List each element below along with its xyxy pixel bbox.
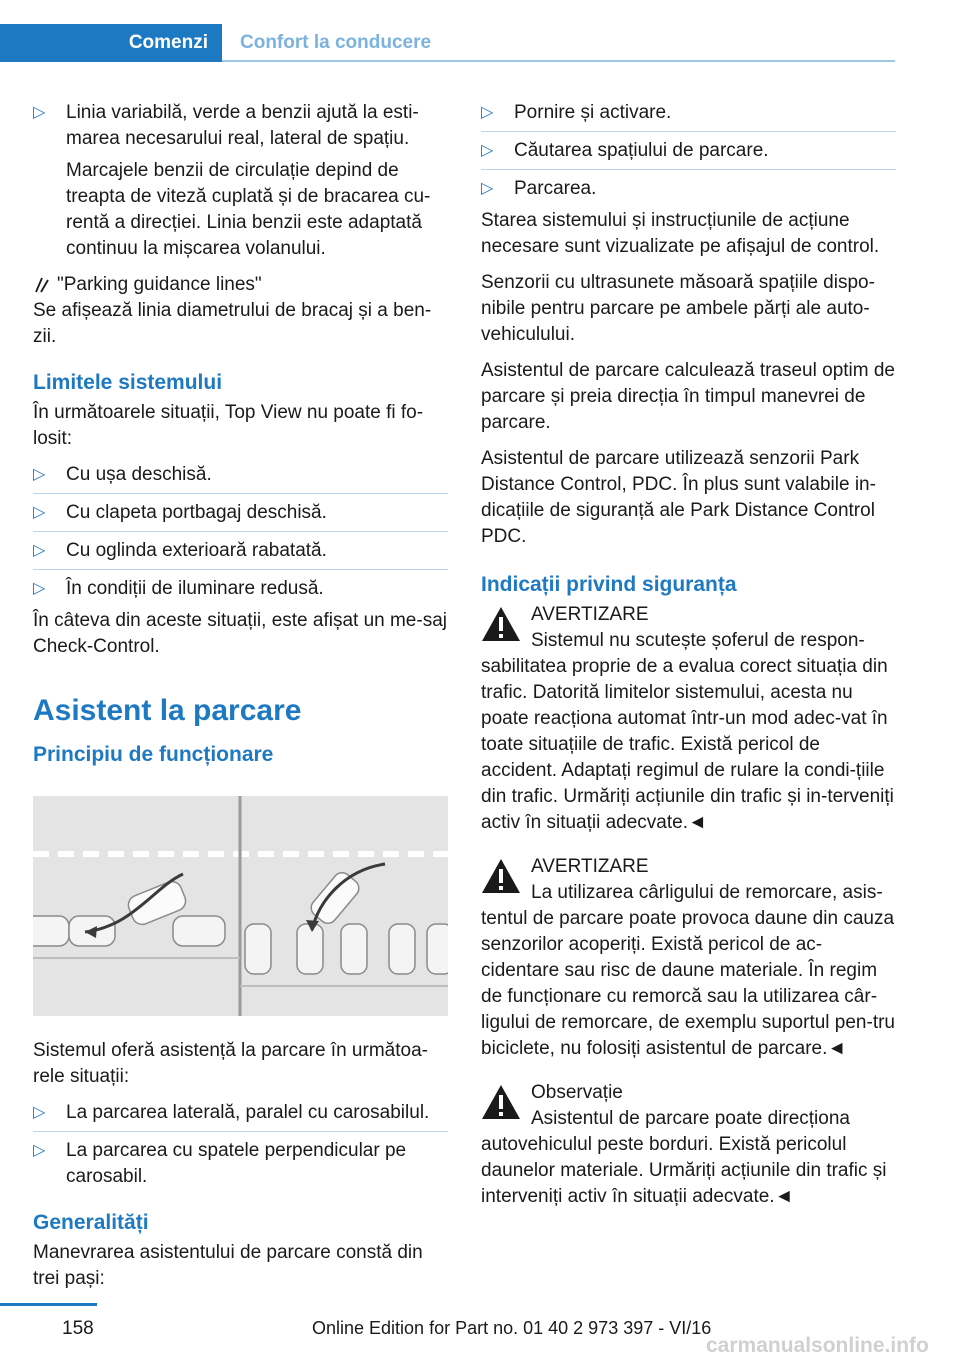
header-rule [222,60,895,62]
warning-triangle-icon [481,1084,521,1120]
watermark: carmanualsonline.info [706,1334,929,1357]
principle-heading: Principiu de funcționare [33,743,274,766]
list-item [33,538,448,570]
warning-block [481,854,896,1062]
edition-text: Online Edition for Part no. 01 40 2 973 397 - VI/16 [312,1318,712,1338]
parking-illustration [33,796,448,1016]
triangle-bullet-icon: ▷ [33,542,46,559]
limits-outro: În câteva din aceste situații, este afișat un me-saj Check-Control. [33,610,447,657]
warning-title: AVERTIZARE [531,604,649,625]
list-item-text: Căutarea spațiului de parcare. [514,140,769,161]
list-item [33,462,448,494]
safety-heading: Indicații privind siguranța [481,573,737,596]
list-item-text: În condiții de iluminare redusă. [66,578,324,599]
list-item [33,100,448,152]
list-item-continuation: Marcajele benzii de circulație depind de treapta de viteză cuplată și de bracarea cu-rentă a direcției. Linia benzii este adaptată continuu la mișcarea volanului. [66,160,431,259]
triangle-bullet-icon: ▷ [33,104,46,121]
warning-triangle-icon [481,858,521,894]
list-item-text: La parcarea laterală, paralel cu carosabilul. [66,1102,430,1123]
general-text: Manevrarea asistentului de parcare constă din trei pași: [33,1242,423,1289]
note-text-first: Asistentul de parcare poate direcționa [531,1108,850,1129]
left-column [33,100,448,1302]
note-block [481,1080,896,1210]
parking-lines-label: "Parking guidance lines" [57,274,262,295]
triangle-bullet-icon: ▷ [481,180,494,197]
list-item-text: Parcarea. [514,178,597,199]
list-item-text: Pornire și activare. [514,102,672,123]
list-item-text: Cu clapeta portbagaj deschisă. [66,502,327,523]
list-item [33,1100,448,1132]
paragraph: Asistentul de parcare utilizează senzorii Park Distance Control, PDC. În plus sunt valabile in-dicațiile de siguranță ale Park Distance Control PDC. [481,448,876,547]
general-heading: Generalități [33,1211,149,1234]
assist-intro: Sistemul oferă asistență la parcare în următoa-rele situații: [33,1040,428,1087]
tab-confort-la-conducere[interactable]: Confort la conducere [240,32,432,53]
paragraph: Starea sistemului și instrucțiunile de acțiune necesare sunt vizualizate pe afișajul de control. [481,210,880,257]
parking-lines-icon [33,276,51,294]
list-item [481,176,896,202]
triangle-bullet-icon: ▷ [481,104,494,121]
triangle-bullet-icon: ▷ [33,466,46,483]
paragraph: Senzorii cu ultrasunete măsoară spațiile dispo-nibile pentru parcare pe ambele părți ale auto-vehiculului. [481,272,875,345]
list-item-text: Cu ușa deschisă. [66,464,212,485]
page-number: 158 [62,1318,94,1339]
warning-text: tentul de parcare poate provoca daune din cauza senzorilor acoperiți. Există pericol de ac-cidentare sau risc de daune materiale. În regim de funcționare cu remorcă sau la utilizarea câr-ligului de remorcare, de exemplu suportul pen-tru biciclete, nu folosiți asistentul de parcare.◄ [481,908,895,1059]
warning-text-first: Sistemul nu scutește șoferul de respon- [531,630,865,651]
right-column [481,100,896,1228]
warning-block [481,602,896,836]
limits-heading: Limitele sistemului [33,371,223,394]
list-item-text: Cu oglinda exterioară rabatată. [66,540,327,561]
warning-title: AVERTIZARE [531,856,649,877]
triangle-bullet-icon: ▷ [33,1104,46,1121]
tab-comenzi[interactable]: Comenzi [0,24,222,62]
triangle-bullet-icon: ▷ [481,142,494,159]
triangle-bullet-icon: ▷ [33,580,46,597]
warning-text: sabilitatea proprie de a evalua corect situația din trafic. Datorită limitelor sistemului, acesta nu poate reacționa automat într-un mod adec-vat în toate situațiile de trafic. Există pericol de accident. Adaptați regimul de rulare la condi-țiile din trafic. Urmăriți acțiunile din trafic și in-terveniți activ în situații adecvate.◄ [481,656,894,833]
list-item-text: La parcarea cu spatele perpendicular pe carosabil. [66,1140,407,1187]
triangle-bullet-icon: ▷ [33,504,46,521]
triangle-bullet-icon: ▷ [33,1142,46,1159]
footer-rule [0,1303,97,1306]
paragraph: Asistentul de parcare calculează traseul optim de parcare și preia direcția în timpul manevrei de parcare. [481,360,896,433]
limits-intro: În următoarele situații, Top View nu poate fi fo-losit: [33,402,424,449]
warning-text-first: La utilizarea cârligului de remorcare, asis- [531,882,883,903]
list-item [481,138,896,170]
note-title: Observație [531,1082,623,1103]
list-item-text: Linia variabilă, verde a benzii ajută la esti-marea necesarului real, lateral de spațiu. [66,102,419,149]
list-item [481,100,896,132]
list-item [33,500,448,532]
section-heading: Asistent la parcare [33,694,302,727]
list-item [33,1138,448,1190]
warning-triangle-icon [481,606,521,642]
note-text: autovehiculul peste borduri. Există pericolul daunelor materiale. Urmăriți acțiunile din trafic și interveniți activ în situații adecvate.◄ [481,1134,887,1207]
page-header [0,24,895,62]
parking-lines-description: Se afișează linia diametrului de bracaj și a ben-zii. [33,300,432,347]
parking-lines-row [33,272,448,298]
list-item [33,576,448,602]
